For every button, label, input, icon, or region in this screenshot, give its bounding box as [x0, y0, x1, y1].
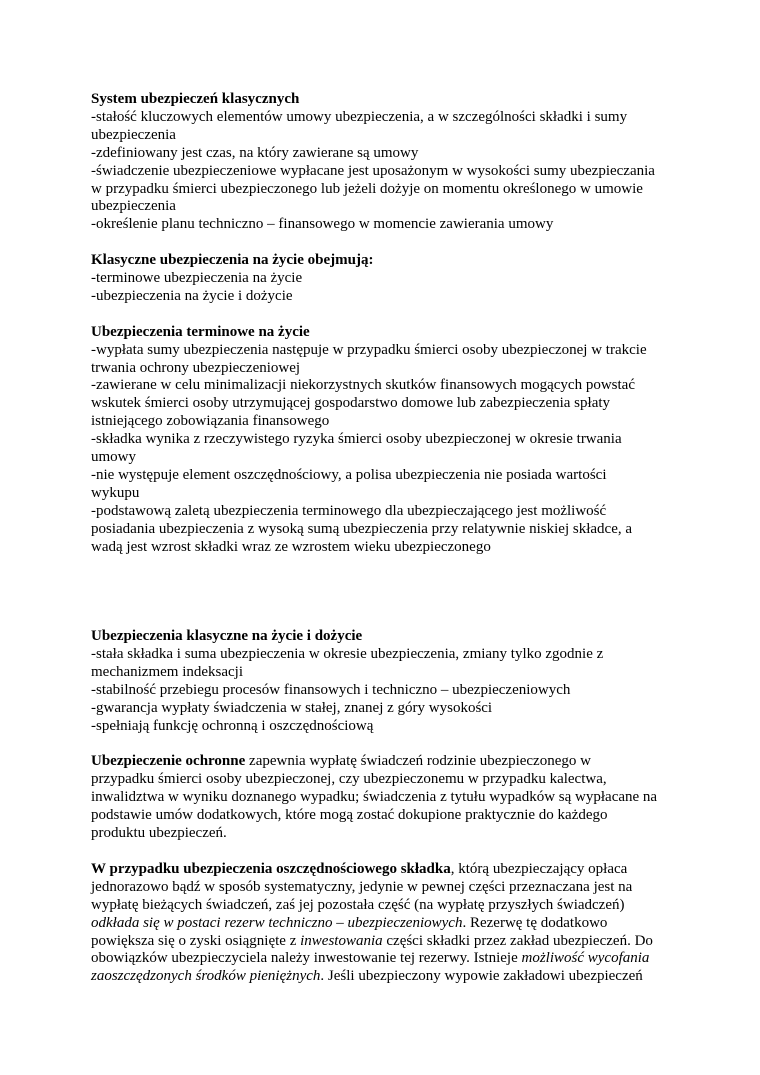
italic-run: zaoszczędzonych środków pieniężnych — [91, 968, 321, 985]
text-line: trwania ochrony ubezpieczeniowej — [91, 359, 301, 376]
italic-run: odkłada się w postaci rezerw techniczno – ubezpieczeniowych — [91, 914, 463, 931]
text-line: wskutek śmierci osoby utrzymującej gospodarstwo domowe lub zabezpieczenia spłaty — [91, 395, 611, 412]
text-run: , którą ubezpieczający opłaca — [450, 860, 628, 877]
text-line — [91, 861, 681, 879]
text-line: -stała składka i suma ubezpieczenia w okresie ubezpieczenia, zmiany tylko zgodnie z — [91, 646, 604, 663]
text-line: -składka wynika z rzeczywistego ryzyka śmierci osoby ubezpieczonej w okresie trwania — [91, 431, 622, 448]
text-line: -zdefiniowany jest czas, na który zawierane są umowy — [91, 144, 419, 161]
text-line: przypadku śmierci osoby ubezpieczonej, czy ubezpieczonemu w przypadku kalectwa, — [91, 771, 607, 788]
section-heading: System ubezpieczeń klasycznych — [91, 91, 300, 107]
text-line: ubezpieczenia — [91, 126, 176, 143]
section-system — [91, 91, 681, 234]
text-line — [91, 968, 681, 986]
text-line — [91, 753, 681, 771]
text-line: jednorazowo bądź w sposób systematyczny, jedynie w pewnej części przeznaczana jest na — [91, 878, 633, 895]
text-line: -stałość kluczowych elementów umowy ubezpieczenia, a w szczególności składki i sumy — [91, 108, 628, 125]
section-life-endowment — [91, 628, 681, 735]
text-line: wykupu — [91, 484, 140, 501]
text-line: -stabilność przebiegu procesów finansowych i techniczno – ubezpieczeniowych — [91, 681, 571, 698]
text-line: -ubezpieczenia na życie i dożycie — [91, 287, 293, 304]
text-line: -spełniają funkcję ochronną i oszczędnościową — [91, 717, 374, 734]
text-line: umowy — [91, 449, 136, 466]
section-heading: Ubezpieczenia terminowe na życie — [91, 323, 310, 340]
text-line: podstawie umów dodatkowych, które mogą zostać dokupione praktycznie do każdego — [91, 807, 608, 824]
text-run: powiększa się o zyski osiągnięte z — [91, 932, 301, 949]
text-line: -świadczenie ubezpieczeniowe wypłacane jest uposażonym w wysokości sumy ubezpieczania — [91, 162, 655, 179]
text-run: obowiązków ubezpieczyciela należy inwestowanie tej rezerwy. Istnieje — [91, 950, 522, 967]
text-line: ubezpieczenia — [91, 198, 176, 215]
text-line: istniejącego zobowiązania finansowego — [91, 413, 330, 430]
text-run: zapewnia wypłatę świadczeń rodzinie ubezpieczonego w — [245, 753, 591, 770]
text-line: posiadania ubezpieczenia z wysoką sumą ubezpieczenia przy relatywnie niskiej składce, a — [91, 520, 633, 537]
text-line: -określenie planu techniczno – finansowego w momencie zawierania umowy — [91, 216, 554, 233]
text-line: wypłatę bieżących świadczeń, zaś jej pozostała część (na wypłatę przyszłych świadczeń) — [91, 896, 625, 913]
text-line — [91, 933, 681, 951]
text-line: mechanizmem indeksacji — [91, 663, 244, 680]
italic-run: możliwość wycofania — [521, 950, 650, 967]
text-line: -terminowe ubezpieczenia na życie — [91, 270, 303, 287]
text-line: wadą jest wzrost składki wraz ze wzrostem wieku ubezpieczonego — [91, 538, 491, 555]
italic-run: inwestowania — [300, 932, 383, 949]
section-heading: Ubezpieczenia klasyczne na życie i dożycie — [91, 628, 363, 645]
text-run: . Rezerwę tę dodatkowo — [462, 914, 608, 931]
text-run: . Jeśli ubezpieczony wypowie zakładowi ubezpieczeń — [320, 968, 643, 985]
text-line: w przypadku śmierci ubezpieczonego lub jeżeli dożyje on momentu określonego w umowie — [91, 180, 643, 197]
text-line: produktu ubezpieczeń. — [91, 825, 227, 842]
bold-lead: Ubezpieczenie ochronne — [91, 753, 246, 770]
text-line: -gwarancja wypłaty świadczenia w stałej, znanej z góry wysokości — [91, 699, 493, 716]
text-line: inwalidztwa w wyniku doznanego wypadku; świadczenia z tytułu wypadków są wypłacane na — [91, 789, 658, 806]
section-protective — [91, 753, 681, 843]
text-line — [91, 950, 681, 968]
text-line: -zawierane w celu minimalizacji niekorzystnych skutków finansowych mogących powstać — [91, 377, 635, 394]
document-page — [91, 91, 681, 986]
section-savings — [91, 861, 681, 986]
text-line — [91, 915, 681, 933]
text-run: części składki przez zakład ubezpieczeń. Do — [382, 932, 653, 949]
text-line: -wypłata sumy ubezpieczenia następuje w przypadku śmierci osoby ubezpieczonej w trakcie — [91, 341, 647, 358]
bold-lead: W przypadku ubezpieczenia oszczędnościowego składka — [91, 860, 451, 877]
text-line: -nie występuje element oszczędnościowy, a polisa ubezpieczenia nie posiada wartości — [91, 467, 607, 483]
section-heading: Klasyczne ubezpieczenia na życie obejmują: — [91, 252, 374, 269]
text-line: -podstawową zaletą ubezpieczenia terminowego dla ubezpieczającego jest możliwość — [91, 502, 607, 519]
section-classic — [91, 252, 681, 306]
section-term — [91, 324, 681, 557]
